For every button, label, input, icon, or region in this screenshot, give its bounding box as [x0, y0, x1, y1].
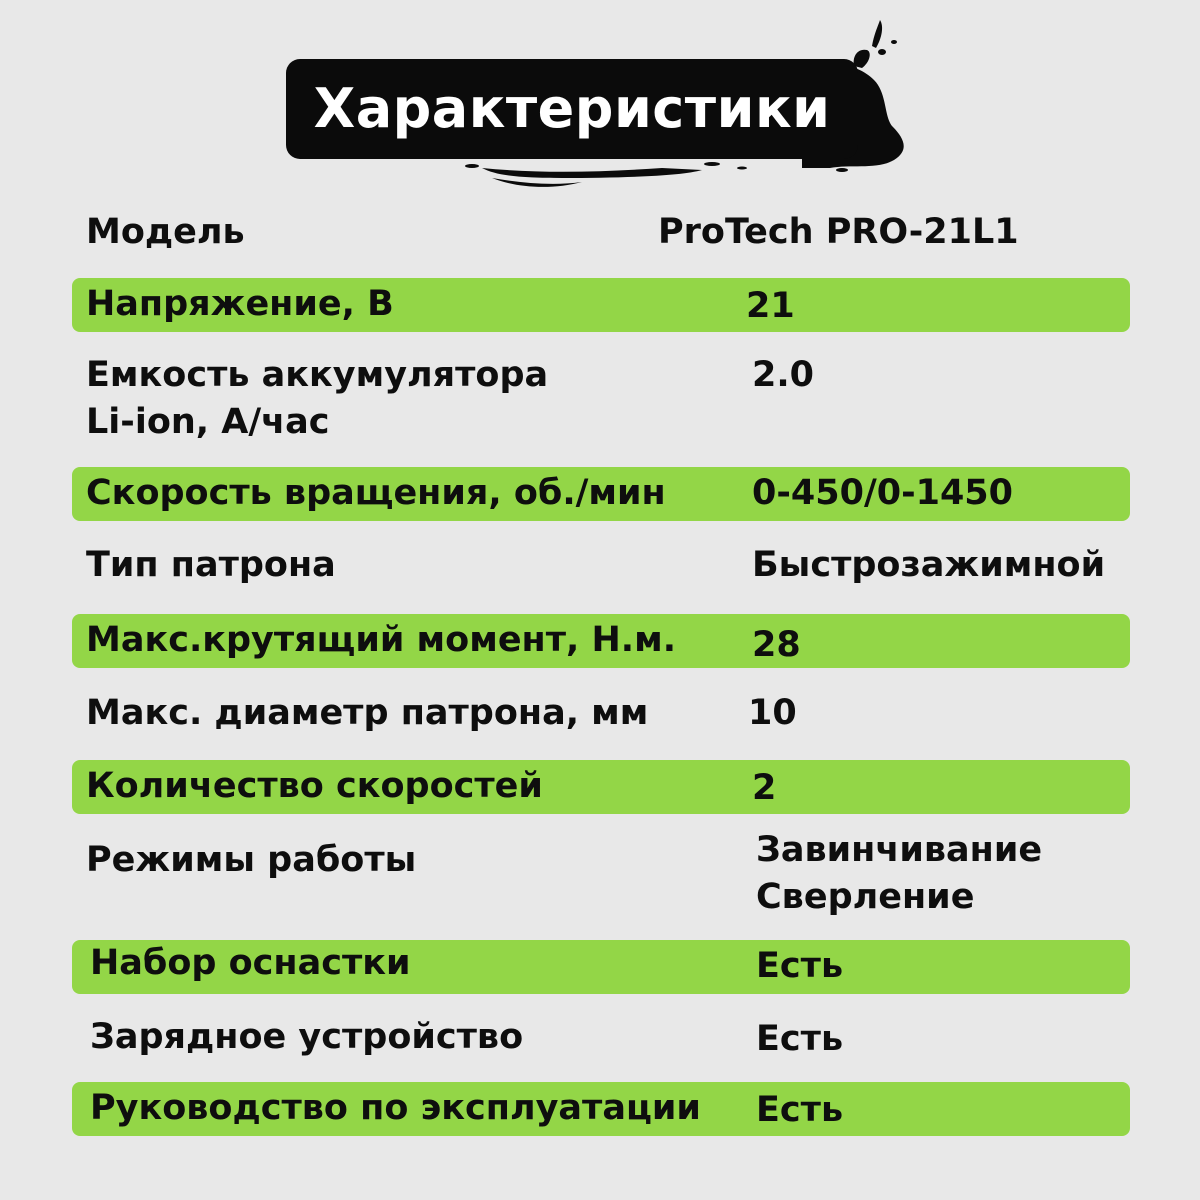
- spec-value: Есть: [756, 946, 844, 986]
- spec-row-accessory-kit: [72, 940, 1130, 994]
- spec-value: 2.0: [752, 355, 815, 395]
- spec-row-max-chuck-diameter: [72, 688, 1130, 742]
- spec-row-manual: [72, 1082, 1130, 1136]
- spec-row-max-torque: [72, 614, 1130, 668]
- spec-value: Быстрозажимной: [752, 545, 1106, 585]
- spec-value: 2: [752, 768, 777, 808]
- spec-value: 10: [748, 693, 797, 733]
- spec-row-rotation-speed: [72, 467, 1130, 521]
- spec-label: Макс.крутящий момент, Н.м.: [86, 620, 676, 660]
- spec-row-battery-capacity: [72, 350, 1130, 450]
- spec-label: Руководство по эксплуатации: [90, 1088, 701, 1128]
- spec-value: Есть: [756, 1019, 844, 1059]
- spec-label: Режимы работы: [86, 840, 417, 880]
- spec-row-chuck-type: [72, 540, 1130, 594]
- spec-label: Макс. диаметр патрона, мм: [86, 693, 649, 733]
- spec-row-charger: [72, 1012, 1130, 1066]
- spec-label: Набор оснастки: [90, 943, 411, 983]
- spec-value: 21: [746, 286, 795, 326]
- spec-label: Напряжение, В: [86, 284, 394, 324]
- spec-value: 28: [752, 625, 801, 665]
- title-banner: [282, 18, 922, 193]
- spec-row-speed-count: [72, 760, 1130, 814]
- spec-label: Скорость вращения, об./мин: [86, 473, 666, 513]
- spec-label: Количество скоростей: [86, 766, 543, 806]
- spec-label: Зарядное устройство: [90, 1017, 524, 1057]
- spec-row-voltage: [72, 278, 1130, 332]
- spec-value: Завинчивание Сверление: [756, 830, 1043, 917]
- page-title: Характеристики: [313, 77, 831, 140]
- spec-row-model: [72, 205, 1130, 261]
- spec-label: Тип патрона: [86, 545, 336, 585]
- spec-label: Емкость аккумулятора Li-ion, А/час: [86, 355, 549, 442]
- spec-value: Есть: [756, 1090, 844, 1130]
- spec-value: ProTech PRO-21L1: [658, 212, 1019, 252]
- spec-row-work-modes: [72, 825, 1130, 925]
- spec-label: Модель: [86, 212, 245, 252]
- spec-value: 0-450/0-1450: [752, 473, 1014, 513]
